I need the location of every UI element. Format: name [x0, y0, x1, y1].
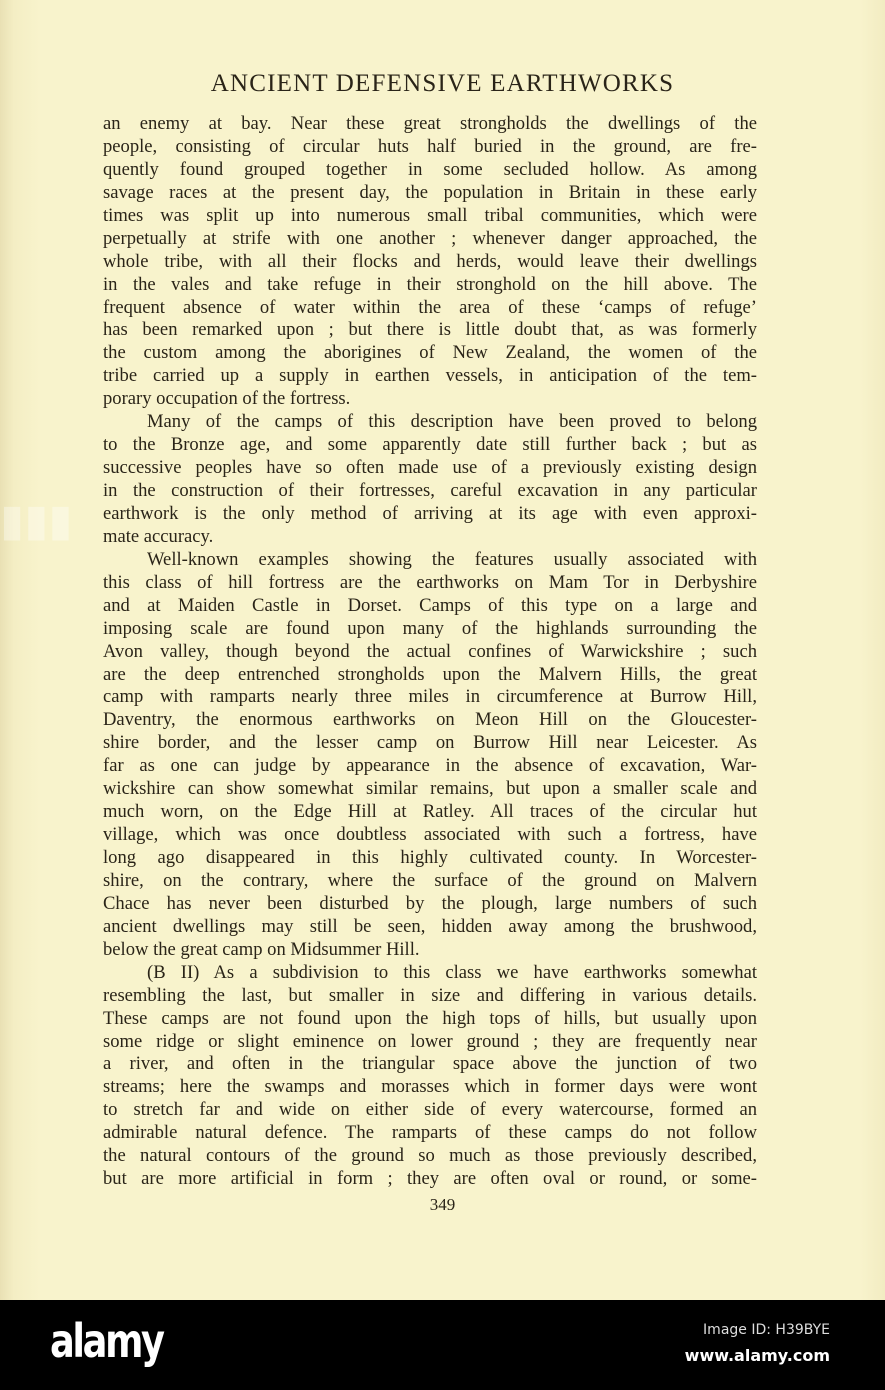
text-line: quently found grouped together in some secluded hollow. As among — [103, 158, 757, 180]
text-line: below the great camp on Midsummer Hill. — [103, 938, 420, 960]
text-line: a river, and often in the triangular space above the junction of two — [103, 1053, 757, 1075]
alamy-logo: alamy — [50, 1314, 163, 1368]
text-line: far as one can judge by appearance in the absence of excavation, War- — [103, 755, 757, 777]
text-line: (B II) As a subdivision to this class we have earthworks somewhat — [147, 961, 757, 983]
text-line: shire border, and the lesser camp on Burrow Hill near Leicester. As — [103, 732, 757, 754]
text-line: admirable natural defence. The ramparts of these camps do not follow — [103, 1122, 757, 1144]
text-line: resembling the last, but smaller in size and differing in various details. — [103, 984, 757, 1006]
text-line: in the vales and take refuge in their stronghold on the hill above. The — [103, 273, 757, 295]
watermark-mark: ▮▮▮ — [0, 495, 73, 546]
text-line: porary occupation of the fortress. — [103, 388, 351, 410]
text-line: to stretch far and wide on either side of every watercourse, formed an — [103, 1099, 757, 1121]
text-line: are the deep entrenched strongholds upon the Malvern Hills, the great — [103, 663, 757, 685]
text-line: wickshire can show somewhat similar remains, but upon a smaller scale and — [103, 778, 757, 800]
text-line: the natural contours of the ground so much as those previously described, — [103, 1145, 757, 1167]
watermark-banner — [0, 1300, 885, 1390]
text-line: Chace has never been disturbed by the plough, large numbers of such — [103, 892, 757, 914]
text-line: people, consisting of circular huts half buried in the ground, are fre- — [103, 135, 757, 157]
text-line: ancient dwellings may still be seen, hidden away among the brushwood, — [103, 915, 757, 937]
text-line: successive peoples have so often made use of a previously existing design — [103, 457, 757, 479]
text-line: These camps are not found upon the high tops of hills, but usually upon — [103, 1007, 757, 1029]
site-url: www.alamy.com — [684, 1346, 830, 1365]
text-line: camp with ramparts nearly three miles in circumference at Burrow Hill, — [103, 686, 757, 708]
text-line: to the Bronze age, and some apparently date still further back ; but as — [103, 434, 757, 456]
text-line: and at Maiden Castle in Dorset. Camps of this type on a large and — [103, 594, 757, 616]
text-line: this class of hill fortress are the earthworks on Mam Tor in Derbyshire — [103, 571, 757, 593]
page-title: ANCIENT DEFENSIVE EARTHWORKS — [210, 70, 675, 97]
text-line: times was split up into numerous small tribal communities, which were — [103, 204, 757, 226]
text-line: frequent absence of water within the area of these ‘camps of refuge’ — [103, 296, 757, 318]
text-line: shire, on the contrary, where the surface of the ground on Malvern — [103, 869, 757, 891]
text-line: tribe carried up a supply in earthen vessels, in anticipation of the tem- — [103, 365, 757, 387]
image-id: Image ID: H39BYE — [703, 1322, 830, 1338]
body-text — [103, 113, 757, 1191]
text-line: savage races at the present day, the population in Britain in these early — [103, 181, 757, 203]
text-line: whole tribe, with all their flocks and herds, would leave their dwellings — [103, 250, 757, 272]
text-line: has been remarked upon ; but there is little doubt that, as was formerly — [103, 319, 757, 341]
text-line: but are more artificial in form ; they are often oval or round, or some- — [103, 1168, 757, 1190]
text-line: streams; here the swamps and morasses which in former days were wont — [103, 1076, 757, 1098]
text-line: Many of the camps of this description have been proved to belong — [147, 411, 757, 433]
text-line: long ago disappeared in this highly cultivated county. In Worcester- — [103, 847, 757, 868]
text-line: Daventry, the enormous earthworks on Meon Hill on the Gloucester- — [103, 709, 757, 731]
text-line: village, which was once doubtless associated with such a fortress, have — [103, 824, 757, 846]
text-line: an enemy at bay. Near these great strongholds the dwellings of the — [103, 113, 757, 134]
text-line: much worn, on the Edge Hill at Ratley. All traces of the circular hut — [103, 801, 757, 823]
text-line: earthwork is the only method of arriving at its age with even approxi- — [103, 502, 757, 524]
text-line: imposing scale are found upon many of the highlands surrounding the — [103, 617, 757, 639]
text-line: in the construction of their fortresses, careful excavation in any particular — [103, 480, 757, 501]
text-line: the custom among the aborigines of New Zealand, the women of the — [103, 342, 757, 364]
text-line: mate accuracy. — [103, 525, 214, 547]
text-line: Well-known examples showing the features usually associated with — [147, 548, 757, 570]
text-line: Avon valley, though beyond the actual confines of Warwickshire ; such — [103, 640, 757, 662]
text-line: perpetually at strife with one another ; whenever danger approached, the — [103, 227, 757, 249]
page-number: 349 — [429, 1195, 456, 1214]
text-line: some ridge or slight eminence on lower ground ; they are frequently near — [103, 1030, 757, 1052]
